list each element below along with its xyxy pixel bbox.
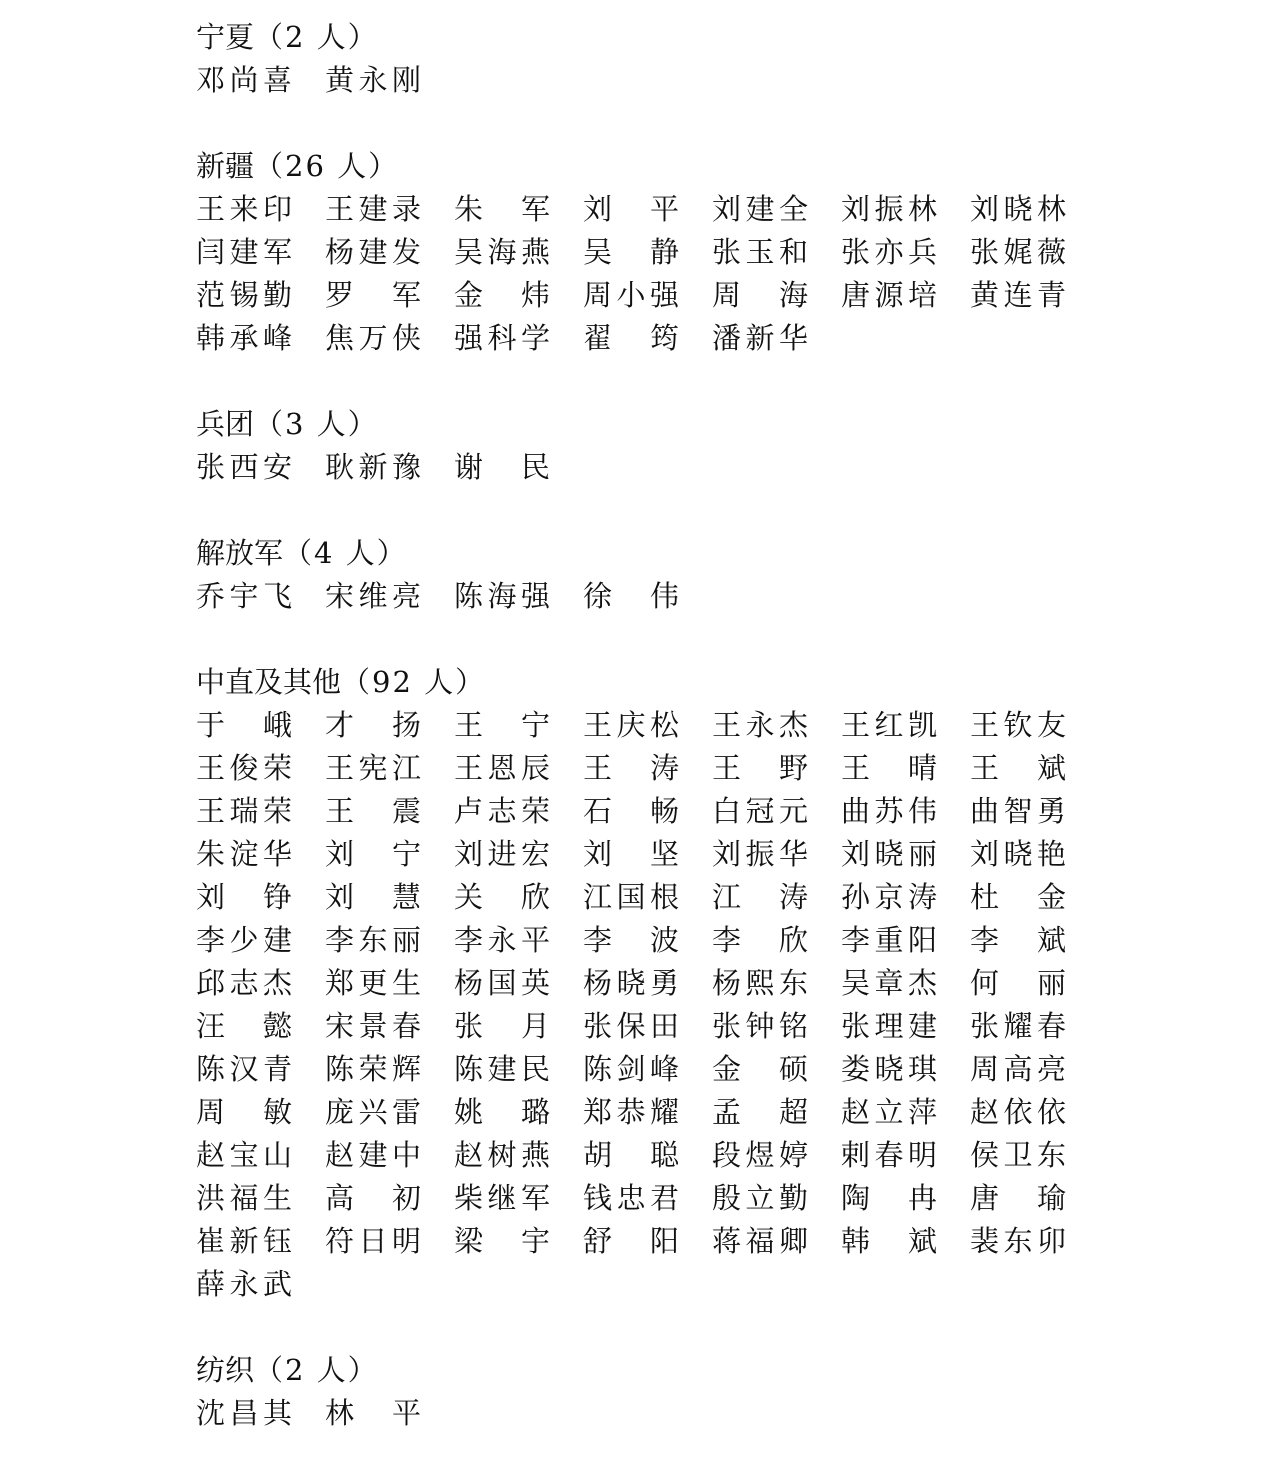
person-name: 刘 晓 艳: [970, 837, 1066, 871]
person-name: 刘 坚: [583, 837, 679, 871]
person-name: 刘 建 全: [712, 192, 808, 226]
region-count: （4 人）: [283, 536, 408, 570]
person-name: 唐 瑜: [970, 1181, 1066, 1215]
region-name: 解放军: [196, 536, 284, 570]
region-count: （26 人）: [254, 149, 400, 183]
person-name: 刘 宁: [325, 837, 421, 871]
name-grid: [196, 446, 1196, 489]
region-heading: [196, 532, 1196, 575]
person-name: 王 俊 荣: [196, 751, 292, 785]
person-name: 张 保 田: [583, 1009, 679, 1043]
person-name: 赵 建 中: [325, 1138, 421, 1172]
person-name: 李 重 阳: [841, 923, 937, 957]
region-heading: [196, 1349, 1196, 1392]
region-section: [196, 1349, 1196, 1435]
person-name: 汪 懿: [196, 1009, 292, 1043]
region-name: 兵团: [196, 407, 255, 441]
person-name: 江 国 根: [583, 880, 679, 914]
person-name: 王 晴: [841, 751, 937, 785]
person-name: 乔 宇 飞: [196, 579, 292, 613]
person-name: 黄 永 刚: [325, 63, 421, 97]
person-name: 洪 福 生: [196, 1181, 292, 1215]
person-name: 钱 忠 君: [583, 1181, 679, 1215]
person-name: 王 来 印: [196, 192, 292, 226]
person-name: 裴 东 卯: [970, 1224, 1066, 1258]
person-name: 徐 伟: [583, 579, 679, 613]
person-name: 张 西 安: [196, 450, 292, 484]
person-name: 王 斌: [970, 751, 1066, 785]
name-list-document: [196, 16, 1196, 1435]
person-name: 姚 璐: [454, 1095, 550, 1129]
name-grid: [196, 188, 1196, 360]
person-name: 郑 恭 耀: [583, 1095, 679, 1129]
person-name: 李 波: [583, 923, 679, 957]
person-name: 王 建 录: [325, 192, 421, 226]
person-name: 李 欣: [712, 923, 808, 957]
person-name: 王 红 凯: [841, 708, 937, 742]
person-name: 周 敏: [196, 1095, 292, 1129]
person-name: 陈 海 强: [454, 579, 550, 613]
person-name: 李 少 建: [196, 923, 292, 957]
person-name: 王 涛: [583, 751, 679, 785]
person-name: 吴 静: [583, 235, 679, 269]
person-name: 殷 立 勤: [712, 1181, 808, 1215]
region-heading: [196, 16, 1196, 59]
person-name: 杨 建 发: [325, 235, 421, 269]
region-section: [196, 16, 1196, 102]
person-name: 邓 尚 喜: [196, 63, 292, 97]
region-count: （2 人）: [254, 1353, 379, 1387]
person-name: 张 耀 春: [970, 1009, 1066, 1043]
person-name: 谢 民: [454, 450, 550, 484]
person-name: 闫 建 军: [196, 235, 292, 269]
person-name: 李 永 平: [454, 923, 550, 957]
person-name: 刘 晓 丽: [841, 837, 937, 871]
person-name: 沈 昌 其: [196, 1396, 292, 1430]
person-name: 王 钦 友: [970, 708, 1066, 742]
person-name: 杨 国 英: [454, 966, 550, 1000]
region-name: 宁夏: [196, 20, 255, 54]
person-name: 周 海: [712, 278, 808, 312]
region-heading: [196, 403, 1196, 446]
person-name: 韩 承 峰: [196, 321, 292, 355]
person-name: 周 小 强: [583, 278, 679, 312]
person-name: 王 野: [712, 751, 808, 785]
person-name: 强 科 学: [454, 321, 550, 355]
region-name: 中直及其他: [196, 665, 342, 699]
person-name: 刘 慧: [325, 880, 421, 914]
region-heading: [196, 145, 1196, 188]
person-name: 刘 振 华: [712, 837, 808, 871]
region-name: 纺织: [196, 1353, 255, 1387]
person-name: 王 宪 江: [325, 751, 421, 785]
person-name: 林 平: [325, 1396, 421, 1430]
person-name: 刘 铮: [196, 880, 292, 914]
person-name: 李 东 丽: [325, 923, 421, 957]
person-name: 符 日 明: [325, 1224, 421, 1258]
person-name: 陈 剑 峰: [583, 1052, 679, 1086]
person-name: 郑 更 生: [325, 966, 421, 1000]
person-name: 杨 熙 东: [712, 966, 808, 1000]
name-grid: [196, 704, 1196, 1306]
person-name: 蒋 福 卿: [712, 1224, 808, 1258]
person-name: 关 欣: [454, 880, 550, 914]
region-count: （2 人）: [254, 20, 379, 54]
person-name: 胡 聪: [583, 1138, 679, 1172]
region-name: 新疆: [196, 149, 255, 183]
person-name: 范 锡 勤: [196, 278, 292, 312]
person-name: 舒 阳: [583, 1224, 679, 1258]
person-name: 孙 京 涛: [841, 880, 937, 914]
region-heading: [196, 661, 1196, 704]
person-name: 张 娓 薇: [970, 235, 1066, 269]
person-name: 陈 建 民: [454, 1052, 550, 1086]
person-name: 陈 汉 青: [196, 1052, 292, 1086]
person-name: 王 庆 松: [583, 708, 679, 742]
person-name: 白 冠 元: [712, 794, 808, 828]
person-name: 刘 平: [583, 192, 679, 226]
person-name: 曲 苏 伟: [841, 794, 937, 828]
person-name: 朱 军: [454, 192, 550, 226]
person-name: 王 恩 辰: [454, 751, 550, 785]
region-section: [196, 403, 1196, 489]
region-count: （3 人）: [254, 407, 379, 441]
person-name: 金 硕: [712, 1052, 808, 1086]
region-section: [196, 532, 1196, 618]
person-name: 罗 军: [325, 278, 421, 312]
person-name: 赵 立 萍: [841, 1095, 937, 1129]
person-name: 王 永 杰: [712, 708, 808, 742]
person-name: 翟 筠: [583, 321, 679, 355]
person-name: 吴 海 燕: [454, 235, 550, 269]
person-name: 曲 智 勇: [970, 794, 1066, 828]
name-grid: [196, 1392, 1196, 1435]
person-name: 王 震: [325, 794, 421, 828]
person-name: 杨 晓 勇: [583, 966, 679, 1000]
person-name: 杜 金: [970, 880, 1066, 914]
person-name: 陈 荣 辉: [325, 1052, 421, 1086]
person-name: 唐 源 培: [841, 278, 937, 312]
person-name: 焦 万 侠: [325, 321, 421, 355]
person-name: 刘 振 林: [841, 192, 937, 226]
person-name: 崔 新 钰: [196, 1224, 292, 1258]
person-name: 剌 春 明: [841, 1138, 937, 1172]
person-name: 陶 冉: [841, 1181, 937, 1215]
person-name: 潘 新 华: [712, 321, 808, 355]
name-grid: [196, 59, 1196, 102]
person-name: 侯 卫 东: [970, 1138, 1066, 1172]
person-name: 张 钟 铭: [712, 1009, 808, 1043]
person-name: 张 亦 兵: [841, 235, 937, 269]
person-name: 石 畅: [583, 794, 679, 828]
person-name: 邱 志 杰: [196, 966, 292, 1000]
person-name: 周 高 亮: [970, 1052, 1066, 1086]
person-name: 何 丽: [970, 966, 1066, 1000]
person-name: 李 斌: [970, 923, 1066, 957]
person-name: 才 扬: [325, 708, 421, 742]
person-name: 张 玉 和: [712, 235, 808, 269]
person-name: 宋 景 春: [325, 1009, 421, 1043]
person-name: 高 初: [325, 1181, 421, 1215]
person-name: 韩 斌: [841, 1224, 937, 1258]
person-name: 柴 继 军: [454, 1181, 550, 1215]
person-name: 江 涛: [712, 880, 808, 914]
person-name: 吴 章 杰: [841, 966, 937, 1000]
person-name: 刘 进 宏: [454, 837, 550, 871]
person-name: 耿 新 豫: [325, 450, 421, 484]
person-name: 张 月: [454, 1009, 550, 1043]
person-name: 梁 宇: [454, 1224, 550, 1258]
region-section: [196, 661, 1196, 1306]
person-name: 赵 宝 山: [196, 1138, 292, 1172]
person-name: 金 炜: [454, 278, 550, 312]
person-name: 段 煜 婷: [712, 1138, 808, 1172]
person-name: 娄 晓 琪: [841, 1052, 937, 1086]
person-name: 孟 超: [712, 1095, 808, 1129]
person-name: 赵 树 燕: [454, 1138, 550, 1172]
person-name: 张 理 建: [841, 1009, 937, 1043]
person-name: 薛 永 武: [196, 1267, 292, 1301]
person-name: 黄 连 青: [970, 278, 1066, 312]
person-name: 刘 晓 林: [970, 192, 1066, 226]
name-grid: [196, 575, 1196, 618]
region-count: （92 人）: [341, 665, 487, 699]
region-section: [196, 145, 1196, 360]
person-name: 王 瑞 荣: [196, 794, 292, 828]
person-name: 王 宁: [454, 708, 550, 742]
person-name: 朱 淀 华: [196, 837, 292, 871]
person-name: 庞 兴 雷: [325, 1095, 421, 1129]
person-name: 于 峨: [196, 708, 292, 742]
person-name: 赵 依 依: [970, 1095, 1066, 1129]
person-name: 卢 志 荣: [454, 794, 550, 828]
person-name: 宋 维 亮: [325, 579, 421, 613]
